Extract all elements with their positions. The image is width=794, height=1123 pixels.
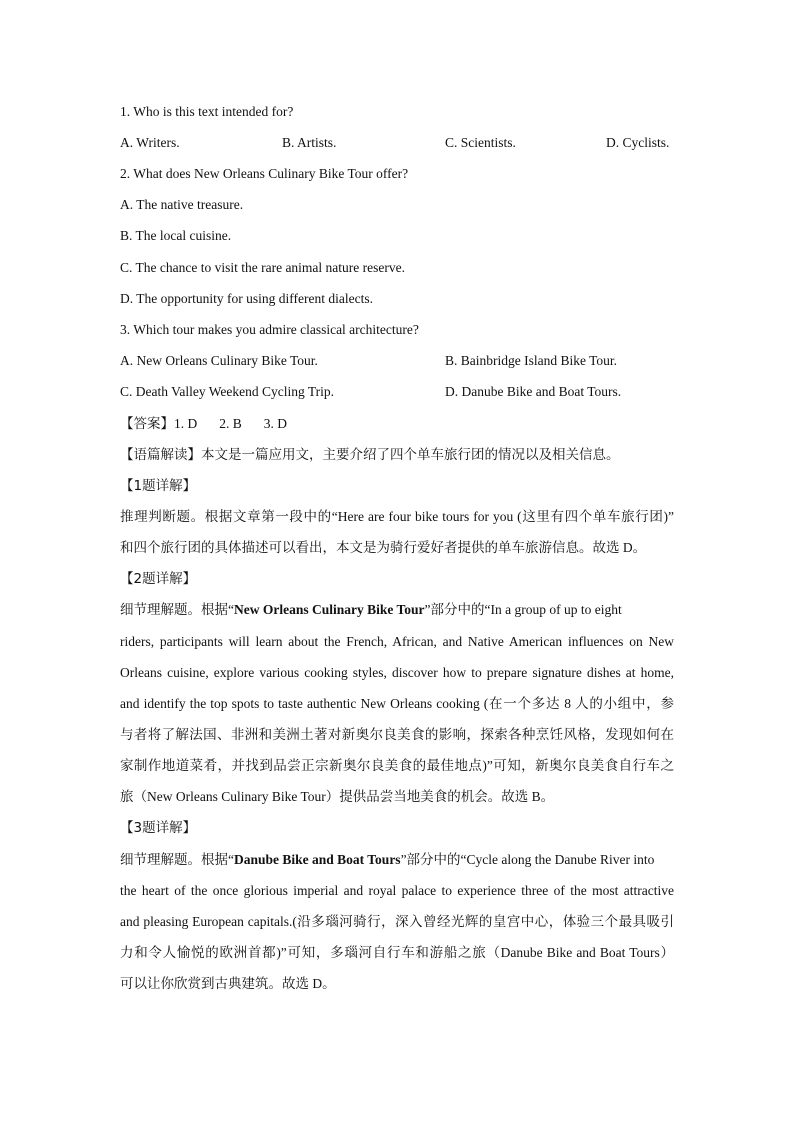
question-1-stem: 1. Who is this text intended for?: [120, 104, 294, 119]
question-3-option-c: C. Death Valley Weekend Cycling Trip.: [120, 384, 335, 399]
explanation-1-heading: 【1题详解】: [120, 478, 197, 494]
explanation-1-line-1: 推理判断题。根据文章第一段中的“Here are four bike tours for you (这里有四个单车旅行团)”: [120, 509, 674, 524]
question-2-option-a: A. The native treasure.: [120, 197, 244, 212]
question-3-option-d: D. Danube Bike and Boat Tours.: [445, 384, 622, 399]
answer-label: 【答案】: [120, 416, 174, 432]
question-3-option-b: B. Bainbridge Island Bike Tour.: [445, 353, 618, 368]
explanation-1-line-2: 和四个旅行团的具体描述可以看出，本文是为骑行爱好者提供的单车旅游信息。故选 D。: [120, 540, 647, 555]
explanation-3-section-title: Danube Bike and Boat Tours: [234, 852, 401, 867]
question-1-option-c: C. Scientists.: [445, 135, 516, 150]
answer-item-1: 1. D: [174, 416, 198, 431]
question-1-option-d: D. Cyclists.: [606, 135, 670, 150]
question-3-option-a: A. New Orleans Culinary Bike Tour.: [120, 353, 318, 368]
explanation-3-line-4: 力和令人愉悦的欧洲首都)”可知，多瑙河自行车和游船之旅（Danube Bike and Boat Tours）: [120, 945, 674, 960]
explanation-2-line-6: 家制作地道菜肴，并找到品尝正宗新奥尔良美食的最佳地点)”可知，新奥尔良美食自行车之: [120, 758, 674, 773]
explanation-3-line-2: the heart of the once glorious imperial and royal palace to experience three of the most attractive: [120, 883, 674, 898]
explanation-3-suffix: ”部分中的“Cycle along the Danube River into: [400, 852, 655, 867]
explanation-3-prefix: 细节理解题。根据“: [120, 852, 234, 867]
question-2-option-b: B. The local cuisine.: [120, 228, 232, 243]
explanation-2-line-7: 旅（New Orleans Culinary Bike Tour）提供品尝当地美食的机会。故选 B。: [120, 789, 555, 804]
question-2-stem: 2. What does New Orleans Culinary Bike Tour offer?: [120, 166, 409, 181]
explanation-2-line-3: Orleans cuisine, explore various cooking styles, discover how to prepare signature dishes at home,: [120, 665, 674, 680]
explanation-2-section-title: New Orleans Culinary Bike Tour: [234, 602, 425, 617]
explanation-2-line-4: and identify the top spots to taste authentic New Orleans cooking (在一个多达 8 人的小组中，参: [120, 696, 674, 711]
explanation-2-heading: 【2题详解】: [120, 571, 197, 587]
explanation-3-heading: 【3题详解】: [120, 820, 197, 836]
answer-line: [120, 414, 287, 434]
question-1-option-a: A. Writers.: [120, 135, 180, 150]
explanation-2-line-5: 与者将了解法国、非洲和美洲土著对新奥尔良美食的影响，探索各种烹饪风格，发现如何在: [120, 727, 674, 742]
passage-summary: 【语篇解读】本文是一篇应用文，主要介绍了四个单车旅行团的情况以及相关信息。: [120, 447, 620, 463]
explanation-2-suffix: ”部分中的“In a group of up to eight: [424, 602, 622, 617]
question-3-stem: 3. Which tour makes you admire classical architecture?: [120, 322, 419, 337]
question-1-option-b: B. Artists.: [282, 135, 337, 150]
answer-item-3: 3. D: [263, 416, 288, 431]
question-2-option-c: C. The chance to visit the rare animal nature reserve.: [120, 260, 406, 275]
explanation-3-line-3: and pleasing European capitals.(沿多瑙河骑行，深入曾经光辉的皇宫中心，体验三个最具吸引: [120, 914, 674, 929]
explanation-2-prefix: 细节理解题。根据“: [120, 602, 234, 617]
explanation-3-line-5: 可以让你欣赏到古典建筑。故选 D。: [120, 976, 336, 991]
explanation-2-line-1: [120, 600, 622, 620]
explanation-3-line-1: [120, 850, 654, 870]
answer-item-2: 2. B: [219, 416, 242, 431]
question-2-option-d: D. The opportunity for using different dialects.: [120, 291, 373, 306]
explanation-2-line-2: riders, participants will learn about the French, African, and Native American influences on New: [120, 634, 674, 649]
